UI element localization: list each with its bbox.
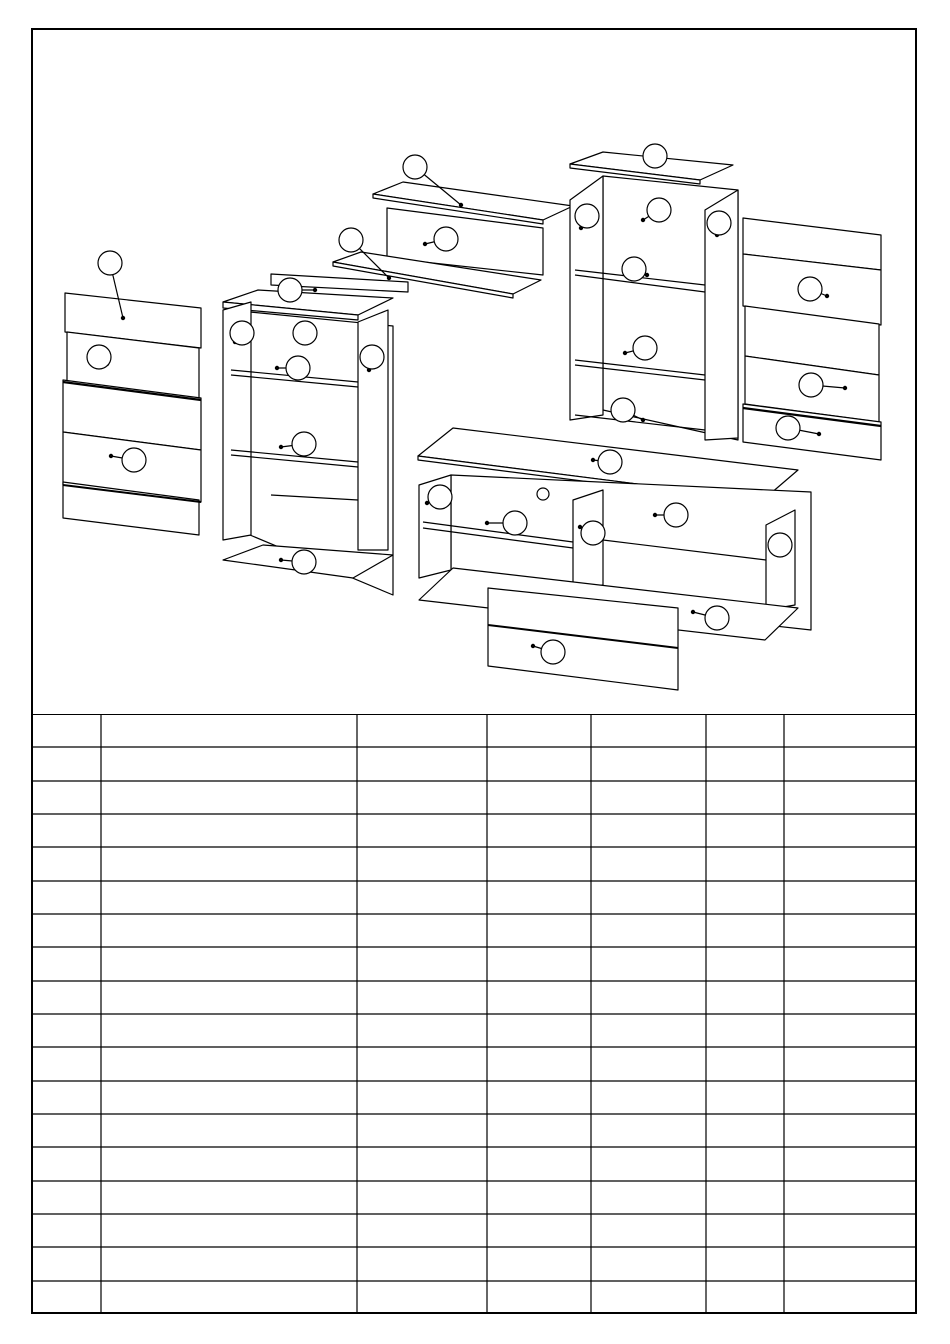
callout-circle <box>643 144 667 168</box>
callout-dot <box>691 610 694 613</box>
callout-10 <box>230 321 254 345</box>
callout-dot <box>817 432 820 435</box>
callout-circle <box>360 345 384 369</box>
callout-11 <box>293 321 317 345</box>
callout-dot <box>645 273 648 276</box>
callout-circle <box>664 503 688 527</box>
parts-list-table <box>33 714 915 1314</box>
callout-dot <box>578 525 581 528</box>
callout-circle <box>339 228 363 252</box>
left-front-panels <box>63 293 201 535</box>
callout-16 <box>87 345 111 369</box>
callout-dot <box>641 418 644 421</box>
callout-dot <box>531 644 534 647</box>
callout-dot <box>387 276 390 279</box>
callout-circle <box>503 511 527 535</box>
callout-dot <box>825 294 828 297</box>
callout-circle <box>292 550 316 574</box>
callout-circle <box>403 155 427 179</box>
tall-right-cabinet <box>570 152 738 440</box>
callout-circle <box>647 198 671 222</box>
callout-circle <box>434 227 458 251</box>
callout-circle <box>541 640 565 664</box>
callout-dot <box>121 316 124 319</box>
callout-circle <box>98 251 122 275</box>
exploded-assembly-drawing <box>33 30 915 714</box>
callout-dot <box>641 218 644 221</box>
callout-dot <box>423 242 426 245</box>
assembly-sheet <box>31 28 917 1314</box>
callout-circle <box>705 606 729 630</box>
callout-dot <box>653 513 656 516</box>
callout-circle <box>798 277 822 301</box>
callout-dot <box>591 458 594 461</box>
callout-circle <box>293 321 317 345</box>
callout-circle <box>581 521 605 545</box>
callout-circle <box>122 448 146 472</box>
callout-2 <box>643 144 667 168</box>
callout-circle <box>799 373 823 397</box>
callout-dot <box>313 288 316 291</box>
callout-circle <box>633 336 657 360</box>
callout-circle <box>230 321 254 345</box>
callout-circle <box>286 356 310 380</box>
callout-dot <box>279 445 282 448</box>
callout-circle <box>622 257 646 281</box>
callout-28 <box>768 533 792 557</box>
callout-dot <box>275 366 278 369</box>
callout-dot <box>485 521 488 524</box>
callout-circle <box>428 485 452 509</box>
callout-dot <box>459 203 462 206</box>
callout-circle <box>87 345 111 369</box>
callout-circle <box>575 204 599 228</box>
left-cabinet <box>223 274 408 595</box>
callout-circle <box>278 278 302 302</box>
callout-dot <box>109 454 112 457</box>
right-front-panels <box>743 218 881 460</box>
callout-circle <box>292 432 316 456</box>
callout-circle <box>598 450 622 474</box>
callout-circle <box>768 533 792 557</box>
callout-circle <box>776 416 800 440</box>
callout-circle <box>611 398 635 422</box>
callout-circle <box>707 211 731 235</box>
callout-dot <box>843 386 846 389</box>
callout-dot <box>623 351 626 354</box>
callout-dot <box>425 501 428 504</box>
callout-dot <box>279 558 282 561</box>
